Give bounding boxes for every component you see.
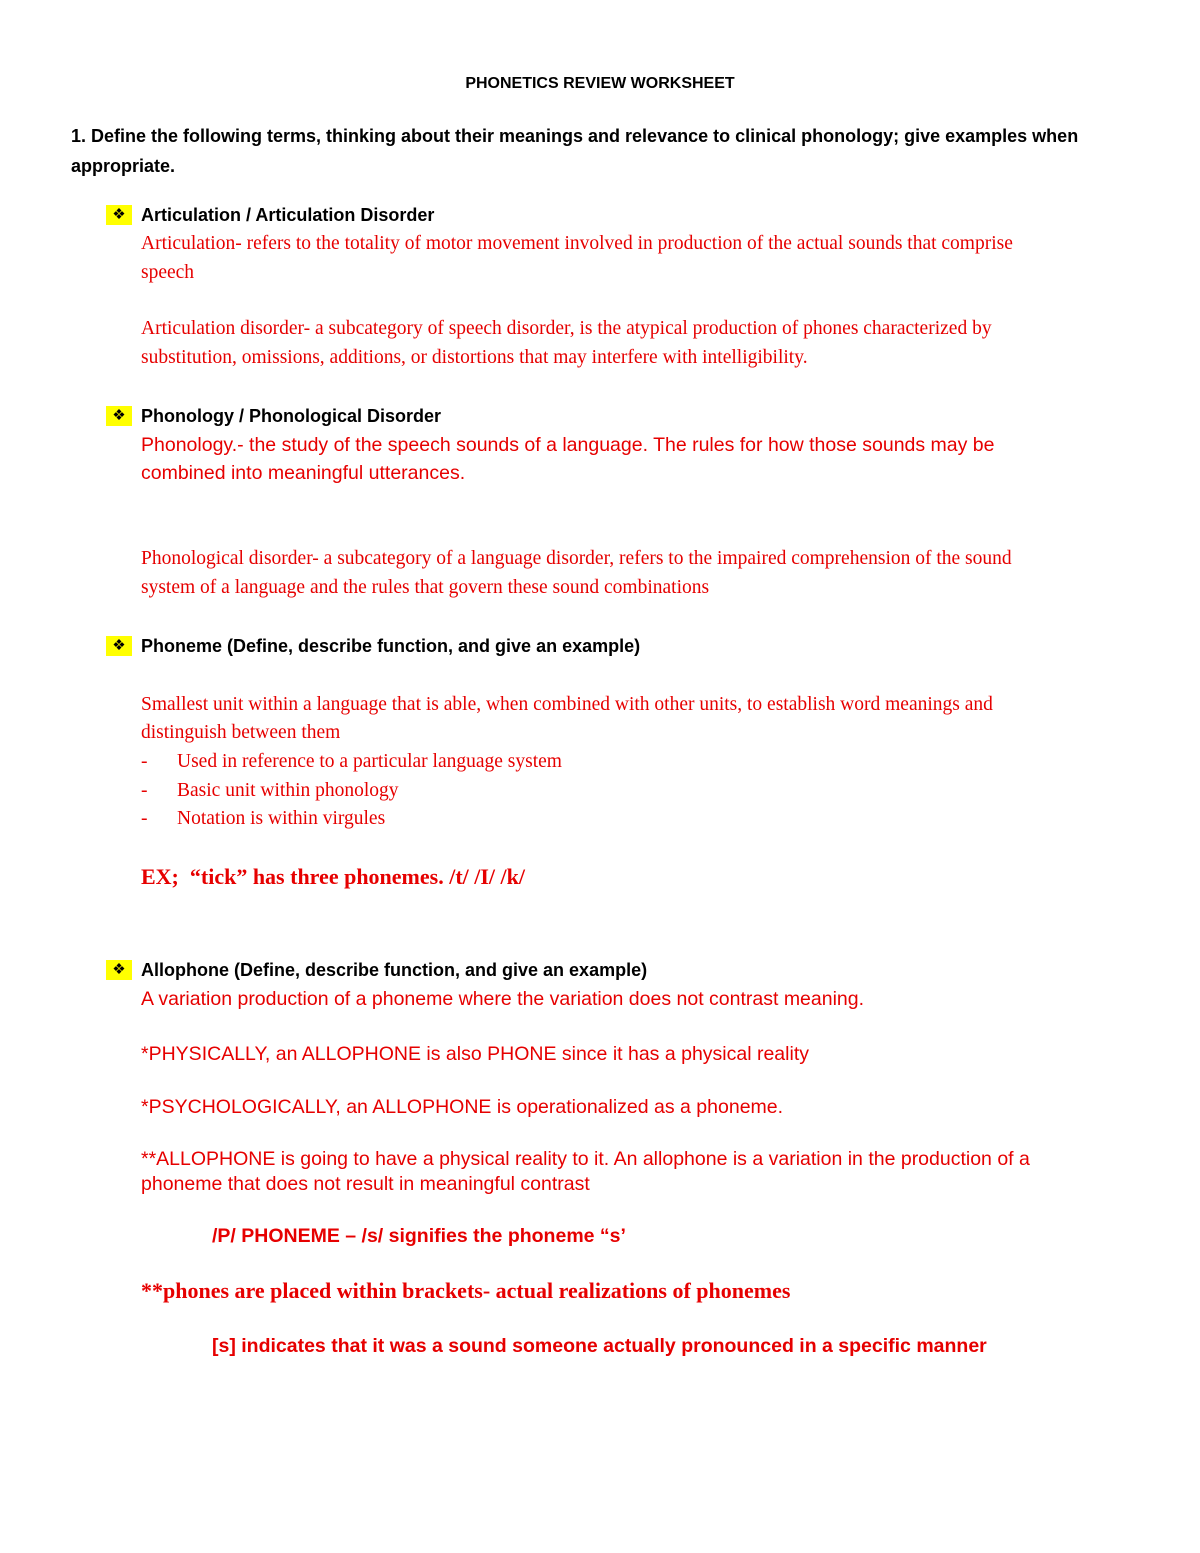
phoneme-notation-line: /P/ PHONEME – /s/ signifies the phoneme “s’ [212, 1225, 626, 1247]
phoneme-definition-line-1: Smallest unit within a language that is able, when combined with other units, to establish word meanings and [141, 694, 993, 715]
articulation-definition-line-1: Articulation- refers to the totality of motor movement involved in production of the actual sounds that comprise [141, 233, 1013, 254]
phone-example-line: [s] indicates that it was a sound someone actually pronounced in a specific manner [212, 1335, 987, 1357]
phoneme-point: Basic unit within phonology [177, 780, 399, 801]
diamond-bullet-icon: ❖ [106, 960, 132, 980]
allophone-note-line-2: phoneme that does not result in meaningful contrast [141, 1173, 590, 1195]
articulation-heading: Articulation / Articulation Disorder [141, 205, 435, 225]
phoneme-definition-line-2: distinguish between them [141, 722, 341, 743]
dash-marker: - [141, 751, 148, 772]
phonological-disorder-line-2: system of a language and the rules that govern these sound combinations [141, 577, 710, 598]
allophone-note-line-1: **ALLOPHONE is going to have a physical reality to it. An allophone is a variation in the production of a [141, 1148, 1030, 1170]
phonological-disorder-line-1: Phonological disorder- a subcategory of a language disorder, refers to the impaired comprehension of the sound [141, 548, 1012, 569]
allophone-heading: Allophone (Define, describe function, and give an example) [141, 960, 648, 980]
phoneme-point: Notation is within virgules [177, 808, 386, 829]
diamond-bullet-icon: ❖ [106, 636, 132, 656]
dash-marker: - [141, 808, 148, 829]
articulation-definition-line-2: speech [141, 262, 195, 283]
question-1: 1. Define the following terms, thinking about their meanings and relevance to clinical phonology; give examples when appropriate. [71, 126, 1079, 176]
page-title: PHONETICS REVIEW WORKSHEET [465, 75, 735, 92]
articulation-disorder-line-1: Articulation disorder- a subcategory of speech disorder, is the atypical production of phones characterized by [141, 318, 992, 339]
phoneme-heading: Phoneme (Define, describe function, and give an example) [141, 636, 641, 656]
articulation-disorder-line-2: substitution, omissions, additions, or distortions that may interfere with intelligibility. [141, 347, 808, 368]
dash-marker: - [141, 780, 148, 801]
diamond-bullet-icon: ❖ [106, 205, 132, 225]
diamond-bullet-icon: ❖ [106, 406, 132, 426]
allophone-physically: *PHYSICALLY, an ALLOPHONE is also PHONE since it has a physical reality [141, 1043, 809, 1065]
phonology-heading: Phonology / Phonological Disorder [141, 406, 442, 426]
phoneme-point: Used in reference to a particular language system [177, 751, 562, 772]
phonology-definition-line-2: combined into meaningful utterances. [141, 462, 466, 484]
phoneme-example: EX; “tick” has three phonemes. /t/ /I/ /k/ [141, 864, 526, 889]
allophone-definition: A variation production of a phoneme where the variation does not contrast meaning. [141, 988, 865, 1010]
phones-brackets-line: **phones are placed within brackets- actual realizations of phonemes [141, 1278, 791, 1303]
phonology-definition-line-1: Phonology.- the study of the speech sounds of a language. The rules for how those sounds may be [141, 434, 995, 456]
allophone-psychologically: *PSYCHOLOGICALLY, an ALLOPHONE is operationalized as a phoneme. [141, 1096, 784, 1118]
